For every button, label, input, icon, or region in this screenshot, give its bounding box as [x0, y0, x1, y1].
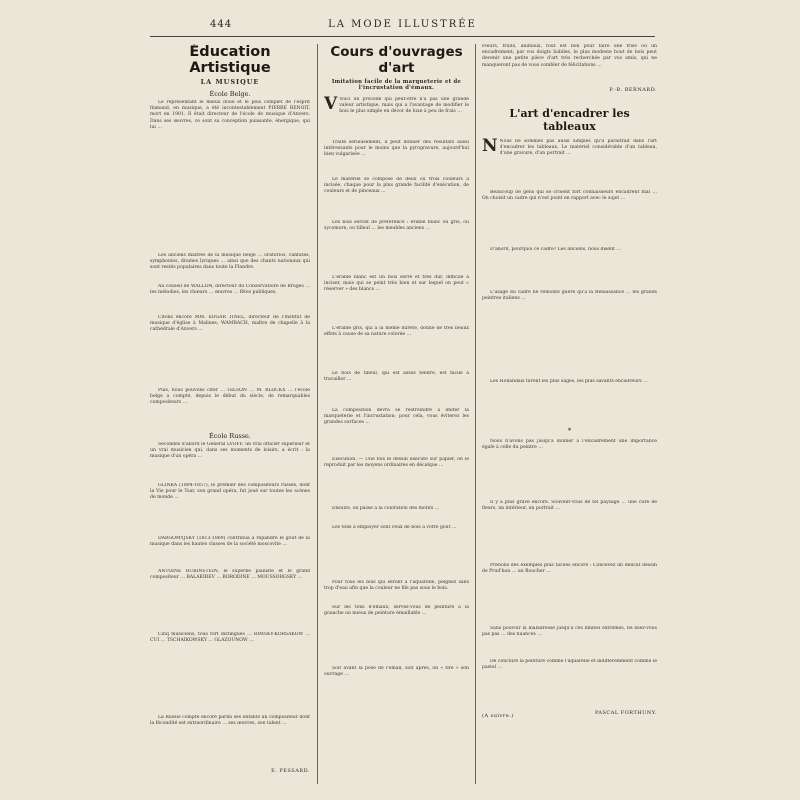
page-header [150, 19, 655, 35]
paragraph: Au conseil de WALLON, directeur du Conservatoire de Bruges … les mélodies, les chœurs … œuvres … fêtes publiques. [150, 284, 310, 296]
paragraph: Beaucoup de gens qui se croient fort connaisseurs encadrent mal … On choisit un cadre qui n'est point en rapport avec le sujet … [482, 190, 657, 202]
article-title-cours: Cours d'ouvrages d'art [330, 44, 463, 76]
paragraph: Sans pouvoir la maladresse jusqu'à ces limites extrêmes, ne lisez-vous pas pas … des nuances … [482, 626, 657, 638]
paragraph: De conclure la peinture comme l'aquarelle et indifféremment comme le pastel … [482, 659, 657, 671]
paragraph: Voici un procédé qui peut-être n'a pas une grande valeur artistique, mais qui a l'avantage de modifier le bois le plus simple en décor de luxe à peu de frais … [339, 97, 469, 115]
paragraph: L'érable blanc est un bois serré et très dur, difficile à inciser, mais qui se peint très bien et sur lequel on peut « réserver » des blancs … [324, 275, 469, 293]
paragraph: La Russie compte encore parmi ses enfants un compositeur dont la fécondité est extraordinaire … ses œuvres, son talent … [150, 715, 310, 727]
signature-bernard: P.-B. BERNARD. [609, 87, 657, 93]
signature-pessard: E. PESSARD. [271, 768, 310, 774]
paragraph: Soit avant la pose de l'émail, soit après, on « tire » son ouvrage … [324, 666, 469, 678]
paragraph: Ensuite, on passe à la coloration des motifs … [332, 506, 440, 511]
paragraph: Cinq musiciens, tous fort distingués … RIMSKY-KORSAKOW … CUI … TSCHAIKOWSKY … GLAZOUNOW … [150, 632, 310, 644]
paragraph: Les tons à employer sont ceux de bois à votre goût … [332, 525, 457, 530]
paragraph: Nous n'avons pas jusqu'à donner à l'encadrement une importance égale à celle du peintre … [482, 439, 657, 451]
paragraph: Les bois seront de préférence : érable blanc ou gris, ou sycomore, ou tilleul … les meubles anciens … [324, 220, 469, 232]
paragraph: GLINKA (1804-1857), le premier des compositeurs russes, dont la Vie pour le Tsar, son grand opéra, fut joué sur toutes les scènes de monde … [150, 483, 310, 501]
paragraph: D'abord, pourquoi ce cadre? Les anciens, nous disent … [490, 247, 621, 252]
paragraph: Il y a plus grave encore. Souvent-vous de tel paysage … une cure de fleurs, un intérieur, un portrait … [482, 500, 657, 512]
column-education-artistique [150, 44, 310, 789]
continued-note: (A suivre.) [482, 713, 514, 719]
paragraph: Le bois de tilleul, qui est assez tendre, est facile à travailler … [324, 371, 469, 383]
magazine-name: LA MODE ILLUSTRÉE [328, 19, 477, 30]
paragraph: Nous ne sommes pas aussi simples qu'il paraîtrait dans l'art d'encadrer les tableaux. Le matériel considérable d'un tableau, d'une gravure, d'un portrait … [499, 139, 657, 157]
header-rule [150, 36, 655, 37]
paragraph: L'érable gris, qui a la même dureté, donne de très beaux effets à cause de sa nature colorée … [324, 326, 469, 338]
paragraph: Les anciens maîtres de la musique belge … oratorios, cantates, symphonies, drames lyriques … ainsi que des chants nationaux qui sont restés populaires dans toute la Flandre. [150, 253, 310, 271]
section-heading-russe: École Russe. [209, 432, 251, 440]
column-divider-2 [475, 44, 476, 784]
paragraph: L'usage du cadre ne remonte guère qu'à la Renaissance … les grands peintres italiens … [482, 290, 657, 302]
column-cours-ouvrages [324, 44, 469, 789]
article-title-education: Éducation Artistique [189, 44, 271, 76]
paragraph: Le matériel se compose de deux ou trois couleurs à incisée, chaque pour la plus grande facilité d'exécution, de couleurs et de pinceaux … [324, 177, 469, 195]
paragraph: La composition devra se restreindre à imiter la marqueterie et l'incrustation; pour cela, vous éviterez les grandes surfaces … [324, 408, 469, 426]
column-divider-1 [317, 44, 318, 784]
paragraph: Les Hollandais furent les plus sages, les plus savants encadreurs … [490, 379, 648, 384]
signature-forthuny: PASCAL FORTHUNY. [594, 710, 657, 716]
paragraph: Sur les tons d'émaux, servez-vous de peinture à la gouache ou mieux de peinture émaillable … [324, 605, 469, 617]
paragraph: Pour tous les bois qui seront à l'aquarelle, peignez sans trop d'eau afin que la couleur ne file pas sous le bois. [324, 580, 469, 592]
paragraph: Prenons des exemples plus faciles encore : Concevez un délicat dessin de Prud'hon … un Boucher … [482, 563, 657, 575]
page-number: 444 [210, 19, 233, 30]
section-heading-belge: École Belge. [209, 90, 251, 98]
paragraph: ANTOINE RUBINSTEIN, le superbe pianiste et le grand compositeur … BALAKIREV … BORODINE … MOUSSORGSKY … [150, 569, 310, 581]
drop-cap: V [324, 94, 338, 114]
article-subtitle-cours: Imitation facile de la marqueterie et de l'incrustation d'émaux. [331, 79, 462, 91]
paragraph: Exécution. — Une fois le dessin exécuté sur papier, on le reproduit par les moyens ordinaires en décalque … [324, 457, 469, 469]
paragraph: Puis, nous pouvons citer … GILSON … M. BLOCKX … l'école belge a compté, depuis le début du siècle, de remarquables compositeurs … [150, 388, 310, 406]
article-subtitle-musique: LA MUSIQUE [200, 78, 260, 86]
section-star-ornament: * [567, 427, 572, 435]
article-title-encadrer: L'art d'encadrer les tableaux [509, 107, 630, 133]
paragraph: Citons encore MM. EDGAR TINEL, directeur de l'Institut de musique d'église à Malines; WAMBACH, maître de chapelle à la cathédrale d'Anvers … [150, 315, 310, 333]
paragraph: Le représentant le mieux doué et le plus complet de l'esprit flamand, en musique, a été incontestablement PIERRE BENOIT, mort en 1901. Il était directeur de l'école de musique d'Anvers. Dans ses œuvres, ce sont sa conception puissante, énergique, qui lui … [150, 100, 310, 130]
paragraph: Secondes d'abord le Général LVOFF, un vrai officier supérieur et un vrai musicien qui, dans ses moments de loisirs, a écrit : la musique d'un opéra … [150, 442, 310, 460]
column-art-encadrer [482, 44, 657, 789]
drop-cap: N [482, 136, 498, 156]
paragraph: DARGOMYJSKY (1813-1869) contribua à répandre le goût de la musique dans les hautes classes de la société moscovite … [150, 536, 310, 548]
paragraph: Traité sérieusement, il peut donner des résultats aussi intéressants pour le moins que la pyrogravure, aujourd'hui bien vulgarisée … [324, 140, 469, 158]
paragraph: Fleurs, fruits, animaux, tout est bon pour faire une frise ou un encadrement; par vos doigts habiles, le plus modeste bout de bois peut devenir une petite pièce d'art très recherchée par vos amis, qui ne manqueront pas de vous combler de félicitations … [482, 44, 657, 68]
